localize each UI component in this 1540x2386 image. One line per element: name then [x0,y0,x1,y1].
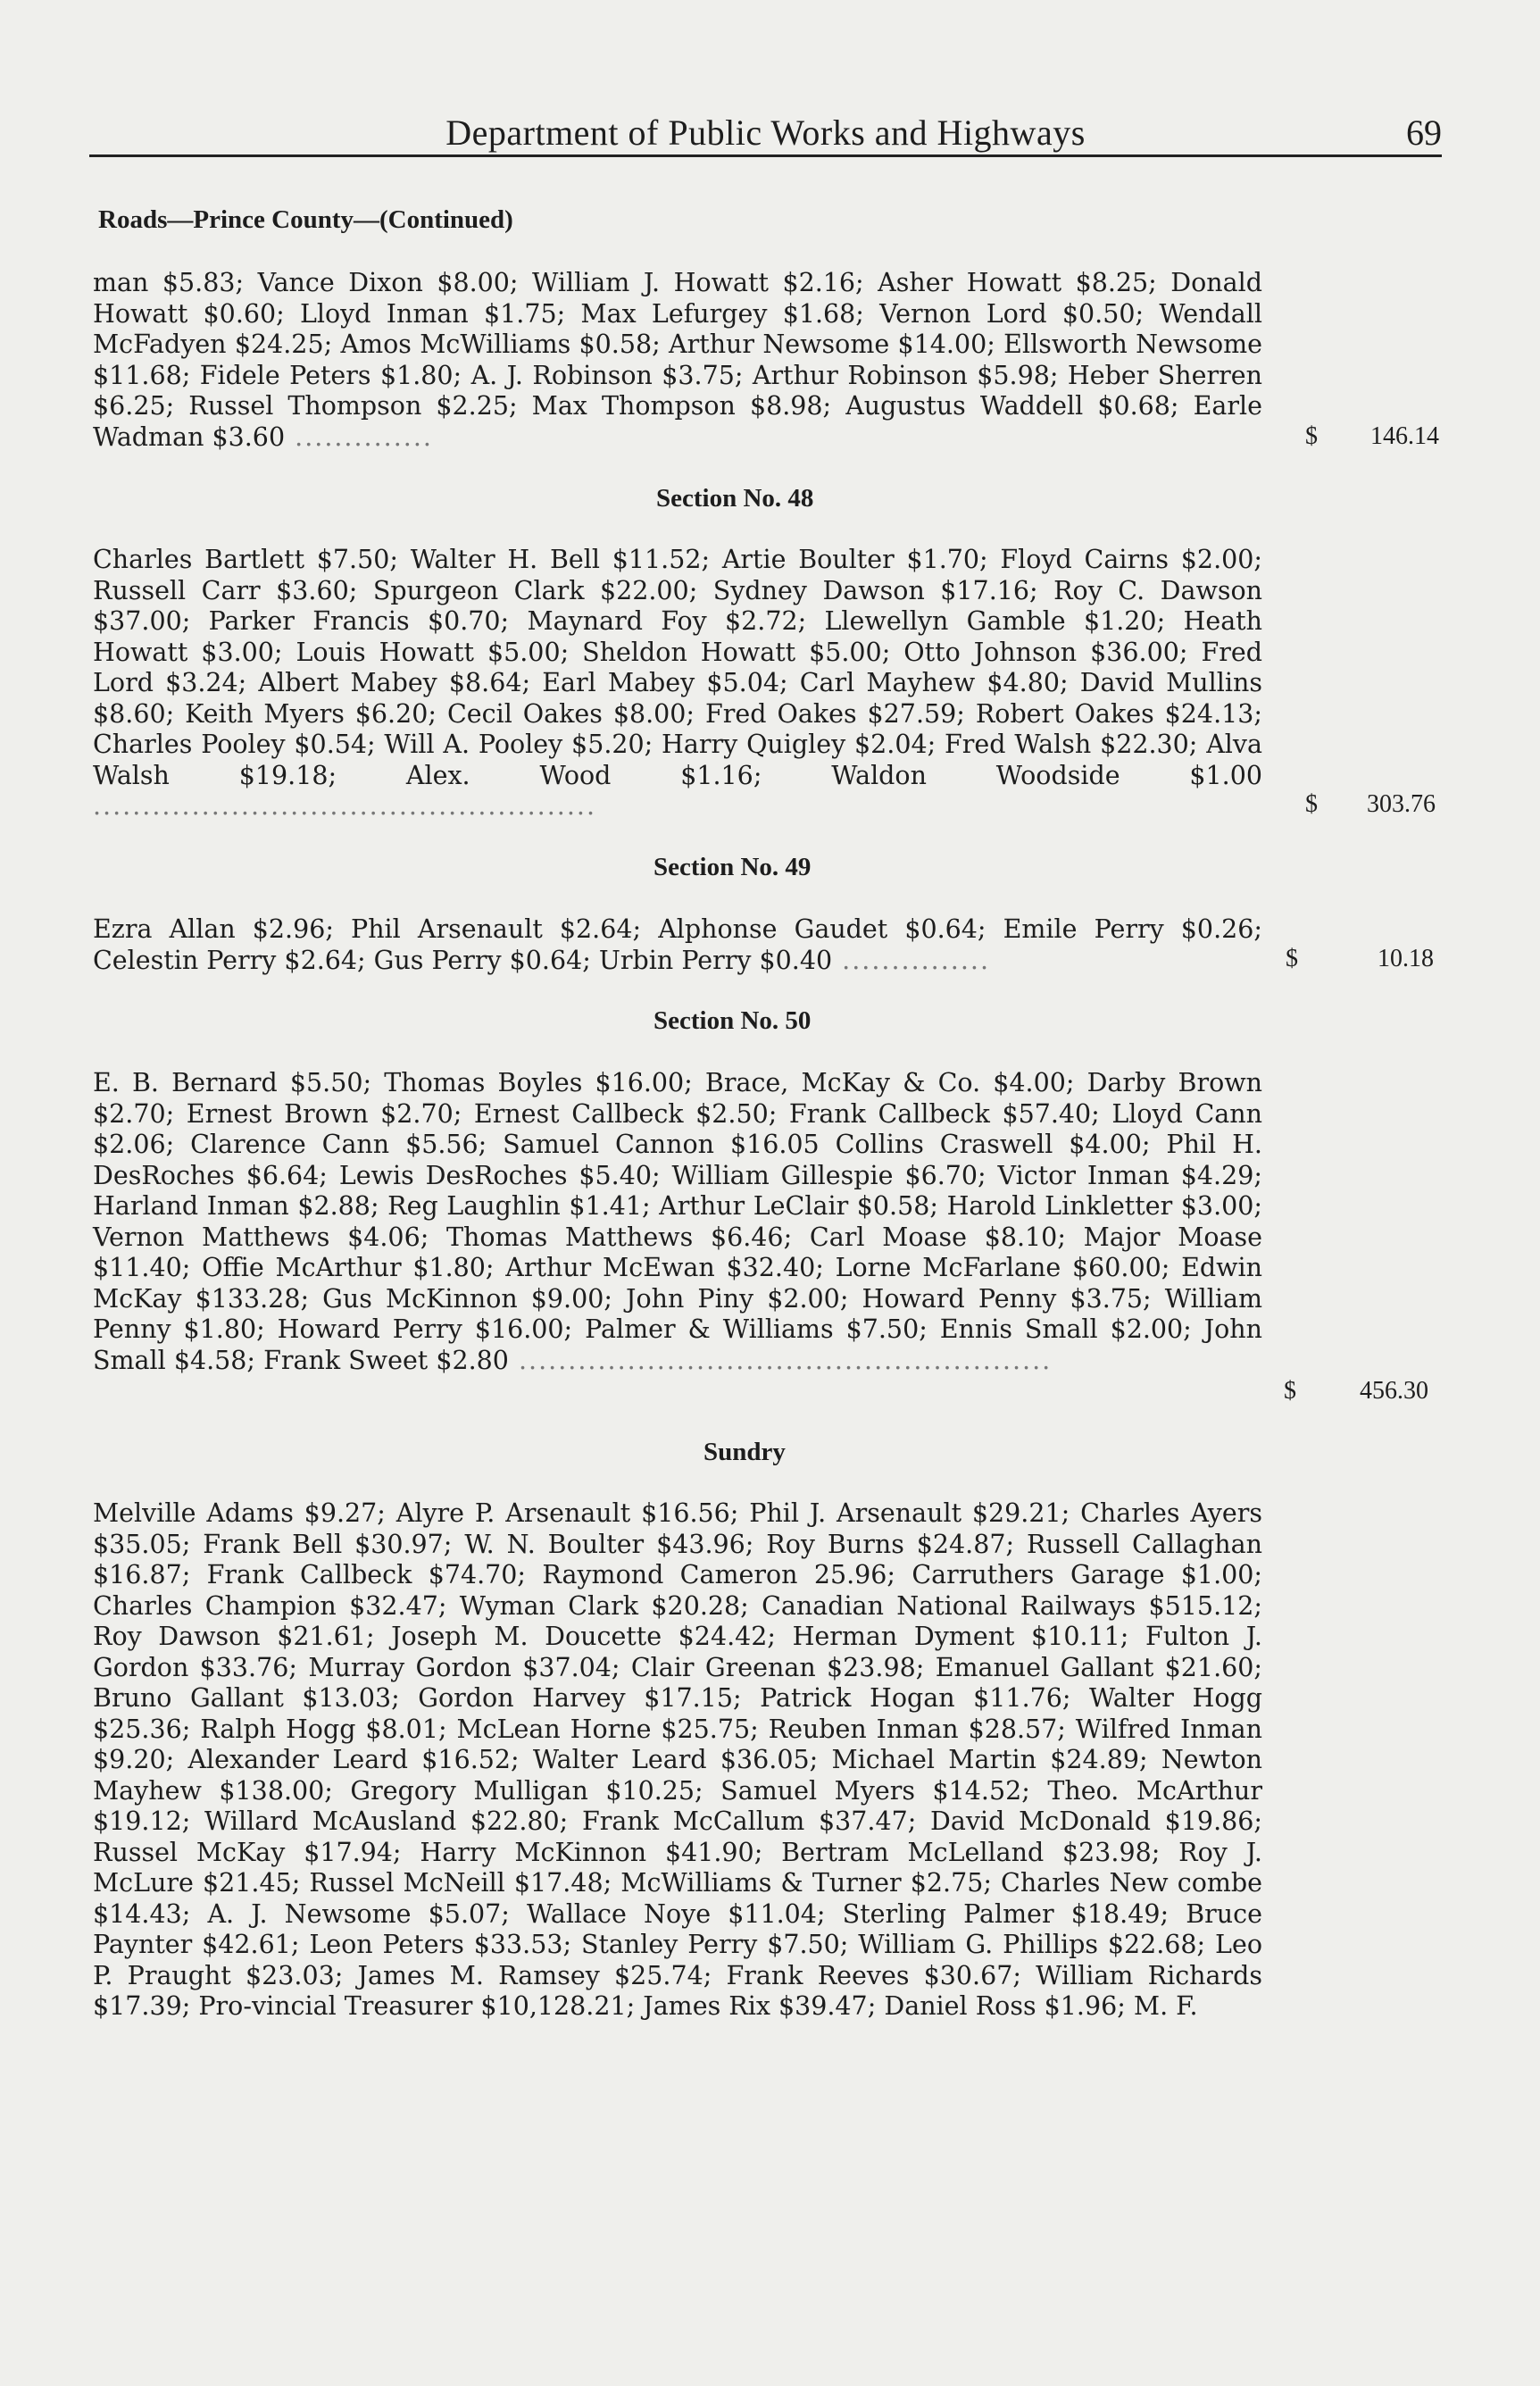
dot-leader: ............... [832,945,991,975]
section-total: 146.14 [1370,422,1439,450]
section-entries: E. B. Bernard $5.50; Thomas Boyles $16.00; Brace, McKay & Co. $4.00; Darby Brown $2.70; Ernest Brown $2.70; Ernest Callbeck $2.50; Frank Callbeck $57.40; Lloyd Cann $2.06; Clarence Cann $5.56; Samuel Cannon $16.05 Collins Craswell $4.00; Phil H. DesRoches $6.64; Lewis DesRoches $5.40; William Gillespie $6.70; Victor Inman $4.29; Harland Inman $2.88; Reg Laughlin $1.41; Arthur LeClair $0.58; Harold Linkletter $3.00; Vernon Matthews $4.06; Thomas Matthews $6.46; Carl Moase $8.10; Major Moase $11.40; Offie McArthur $1.80; Arthur McEwan $32.40; Lorne McFarlane $60.00; Edwin McKay $133.28; Gus McKinnon $9.00; John Piny $2.00; Howard Penny $3.75; William Penny $1.80; Howard Perry $16.00; Palmer & Williams $7.50; Ennis Small $2.00; John Small $4.58; Frank Sweet $2.80 ...................................................... [93,1068,1262,1375]
dollar-sign: $ [1284,1377,1296,1405]
section-entries: man $5.83; Vance Dixon $8.00; William J. Howatt $2.16; Asher Howatt $8.25; Donald Howatt $0.60; Lloyd Inman $1.75; Max Lefurgey $1.68; Vernon Lord $0.50; Wendall McFadyen $24.25; Amos McWilliams $0.58; Arthur Newsome $14.00; Ellsworth Newsome $11.68; Fidele Peters $1.80; A. J. Robinson $3.75; Arthur Robinson $5.98; Heber Sherren $6.25; Russel Thompson $2.25; Max Thompson $8.98; Augustus Waddell $0.68; Earle Wadman $3.60 .............. [93,268,1262,452]
continued-heading: Roads—Prince County—(Continued) [98,205,513,234]
section-heading: Section No. 49 [653,853,812,881]
section-heading: Section No. 48 [656,484,814,513]
page-number: 69 [1406,113,1442,153]
dot-leader: ...................................................... [508,1345,1053,1375]
section-entries: Melville Adams $9.27; Alyre P. Arsenault $16.56; Phil J. Arsenault $29.21; Charles Ayers $35.05; Frank Bell $30.97; W. N. Boulter $43.96; Roy Burns $24.87; Russell Callaghan $16.87; Frank Callbeck $74.70; Raymond Cameron 25.96; Carruthers Garage $1.00; Charles Champion $32.47; Wyman Clark $20.28; Canadian National Railways $515.12; Roy Dawson $21.61; Joseph M. Doucette $24.42; Herman Dyment $10.11; Fulton J. Gordon $33.76; Murray Gordon $37.04; Clair Greenan $23.98; Emanuel Gallant $21.60; Bruno Gallant $13.03; Gordon Harvey $17.15; Patrick Hogan $11.76; Walter Hogg $25.36; Ralph Hogg $8.01; McLean Horne $25.75; Reuben Inman $28.57; Wilfred Inman $9.20; Alexander Leard $16.52; Walter Leard $36.05; Michael Martin $24.89; Newton Mayhew $138.00; Gregory Mulligan $10.25; Samuel Myers $14.52; Theo. McArthur $19.12; Willard McAusland $22.80; Frank McCallum $37.47; David McDonald $19.86; Russel McKay $17.94; Harry McKinnon $41.90; Bertram McLelland $23.98; Roy J. McLure $21.45; Russel McNeill $17.48; McWilliams & Turner $2.75; Charles New combe $14.43; A. J. Newsome $5.07; Wallace Noye $11.04; Sterling Palmer $18.49; Bruce Paynter $42.61; Leon Peters $33.53; Stanley Perry $7.50; William G. Phillips $22.68; Leo P. Praught $23.03; James M. Ramsey $25.74; Frank Reeves $30.67; William Richards $17.39; Pro-vincial Treasurer $10,128.21; James Rix $39.47; Daniel Ross $1.96; M. F. [93,1498,1262,2021]
dot-leader: .............. [285,421,433,452]
dollar-sign: $ [1305,422,1318,450]
page-title: Department of Public Works and Highways [445,113,1086,153]
dollar-sign: $ [1286,945,1298,972]
section-total: 303.76 [1367,790,1436,818]
dot-leader: ................................................... [93,791,597,821]
section-entries: Ezra Allan $2.96; Phil Arsenault $2.64; Alphonse Gaudet $0.64; Emile Perry $0.26; Celestin Perry $2.64; Gus Perry $0.64; Urbin Perry $0.40 ............... [93,914,1262,975]
page-header [89,112,1442,157]
section-entries: Charles Bartlett $7.50; Walter H. Bell $11.52; Artie Boulter $1.70; Floyd Cairns $2.00; Russell Carr $3.60; Spurgeon Clark $22.00; Sydney Dawson $17.16; Roy C. Dawson $37.00; Parker Francis $0.70; Maynard Foy $2.72; Llewellyn Gamble $1.20; Heath Howatt $3.00; Louis Howatt $5.00; Sheldon Howatt $5.00; Otto Johnson $36.00; Fred Lord $3.24; Albert Mabey $8.64; Earl Mabey $5.04; Carl Mayhew $4.80; David Mullins $8.60; Keith Myers $6.20; Cecil Oakes $8.00; Fred Oakes $27.59; Robert Oakes $24.13; Charles Pooley $0.54; Will A. Pooley $5.20; Harry Quigley $2.04; Fred Walsh $22.30; Alva Walsh $19.18; Alex. Wood $1.16; Waldon Woodside $1.00 ................................................... [93,545,1262,821]
section-total: 456.30 [1360,1377,1428,1405]
section-total: 10.18 [1378,945,1434,972]
section-heading: Section No. 50 [653,1006,812,1035]
dollar-sign: $ [1305,790,1318,818]
section-heading: Sundry [703,1438,786,1466]
